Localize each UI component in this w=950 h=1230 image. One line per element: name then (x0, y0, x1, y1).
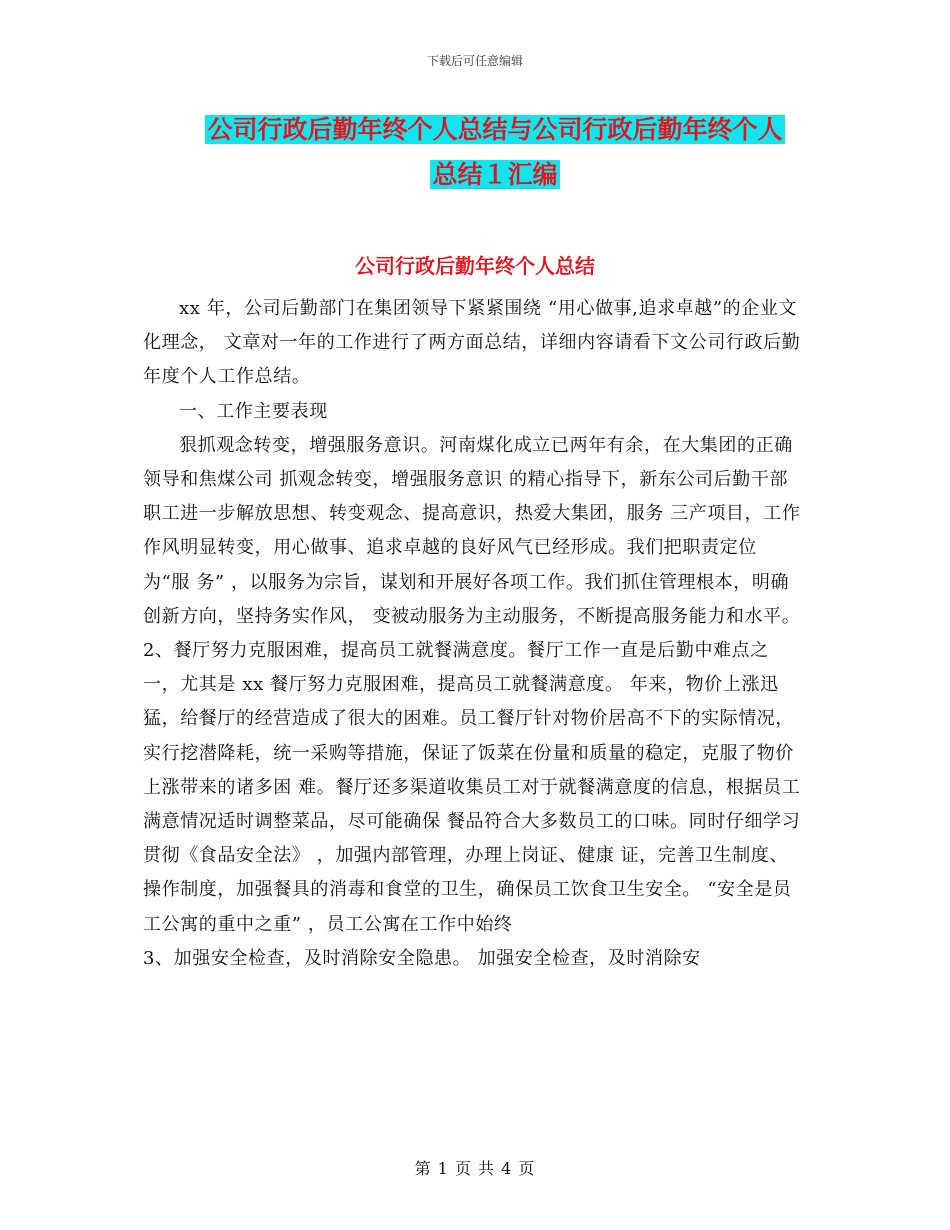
section-heading: 公司行政后勤年终个人总结 (355, 254, 595, 278)
paragraph-service-awareness: 狠抓观念转变，增强服务意识。河南煤化成立已两年有余，在大集团的正确领导和焦煤公司 抓观念转变，增强服务意识 的精心指导下，新东公司后勤干部职工进一步解放思想、转变观念、提高意识，热爱大集团，服务 三产项目，工作作风明显转变，用心做事、追求卓越的良好风气已经形成。我们把职责定位为“服 务” ，以服务为宗旨，谋划和开展好各项工作。我们抓住管理根本，明确创新方向，坚持务实作风， 变被动服务为主动服务，不断提高服务能力和水平。 (143, 434, 801, 627)
paragraph-canteen: 2、餐厅努力克服困难，提高员工就餐满意度。餐厅工作一直是后勤中难点之一，尤其是 xx 餐厅努力克服困难，提高员工就餐满意度。 年来，物价上涨迅猛，给餐厅的经营造成了很大的困难。员工餐厅针对物价居高不下的实际情况， 实行挖潜降耗，统一采购等措施，保证了饭菜在份量和质量的稳定，克服了物价上涨带来的诸多困 难。餐厅还多渠道收集员工对于就餐满意度的信息，根据员工满意情况适时调整菜品，尽可能确保 餐品符合大多数员工的口味。同时仔细学习贯彻《食品安全法》 ，加强内部管理，办理上岗证、健康 证，完善卫生制度、操作制度，加强餐具的消毒和食堂的卫生，确保员工饮食卫生安全。 “安全是员工公寓的重中之重” ，员工公寓在工作中始终 (143, 640, 801, 935)
document-title-line-2 (130, 155, 860, 191)
document-title-text-2: 总结１汇编 (432, 160, 558, 189)
document-body (143, 292, 803, 976)
paragraph-section-heading: 一、工作主要表现 (179, 400, 328, 422)
header-note: 下载后可任意编辑 (426, 54, 523, 68)
page-number-footer: 第 1 页 共 4 页 (414, 1159, 536, 1178)
document-title-line-1 (130, 110, 860, 146)
document-title-text-1: 公司行政后勤年终个人总结与公司行政后勤年终个人 (207, 115, 783, 144)
paragraph-safety: 3、加强安全检查，及时消除安全隐患。 加强安全检查，及时消除安 (143, 947, 701, 969)
paragraph-intro: xx 年，公司后勤部门在集团领导下紧紧围绕 “用心做事,追求卓越”的企业文化理念， 文章对一年的工作进行了两方面总结，详细内容请看下文公司行政后勤年度个人工作总结。 (143, 298, 801, 388)
